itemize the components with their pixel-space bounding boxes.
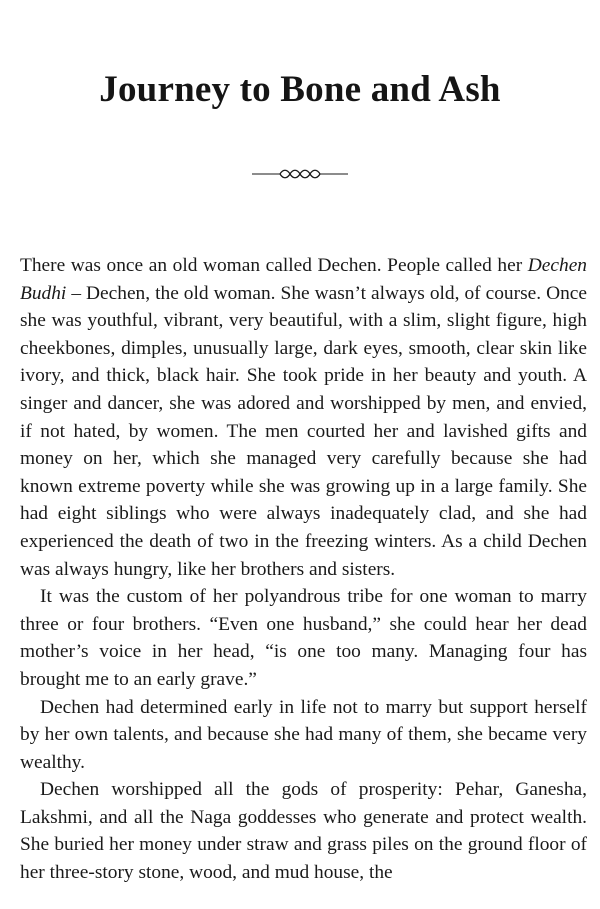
chapter-body	[20, 252, 587, 887]
paragraph-1-italic-name: Dechen Budhi	[20, 255, 587, 304]
paragraph-3: Dechen had determined early in life not to marry but support herself by her own talents, and because she had many of them, she became very wealthy.	[20, 696, 587, 773]
ornament-divider	[0, 164, 600, 184]
flourish-divider-icon	[252, 164, 348, 184]
chapter-title: Journey to Bone and Ash	[99, 69, 501, 110]
paragraph-1-lead: There was once an old woman called Dechen. People called her	[20, 255, 528, 276]
paragraph-2: It was the custom of her polyandrous tribe for one woman to marry three or four brothers. “Even one husband,” she could hear her dead mother’s voice in her head, “is one too many. Managing four has brought me to an early grave.”	[20, 586, 587, 690]
paragraph-1-rest: – Dechen, the old woman. She wasn’t always old, of course. Once she was youthful, vibrant, very beautiful, with a slim, slight figure, high cheekbones, dimples, unusually large, dark eyes, smooth, clear skin like ivory, and thick, black hair. She took pride in her beauty and youth. A singer and dancer, she was adored and worshipped by men, and envied, if not hated, by women. The men courted her and lavished gifts and money on her, which she managed very carefully because she had known extreme poverty while she was growing up in a large family. She had eight siblings who were always inadequately clad, and she had experienced the death of two in the freezing winters. As a child Dechen was always hungry, like her brothers and sisters.	[20, 282, 587, 580]
paragraph-4: Dechen worshipped all the gods of prosperity: Pehar, Ganesha, Lakshmi, and all the Naga goddesses who generate and protect wealth. She buried her money under straw and grass piles on the ground floor of her three-story stone, wood, and mud house, the	[20, 779, 587, 884]
paragraph-1	[20, 252, 587, 583]
